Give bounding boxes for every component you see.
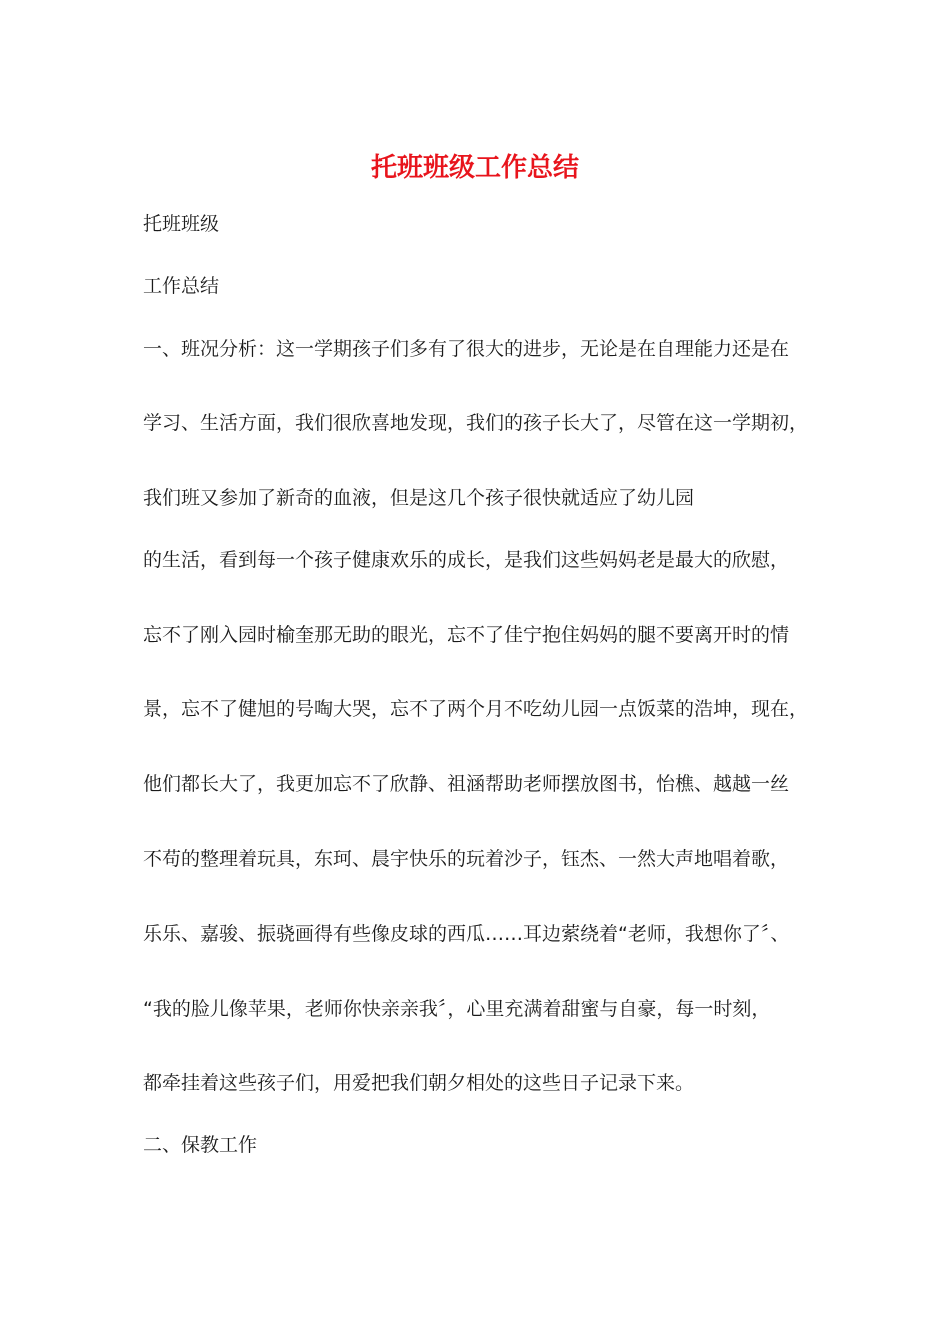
paragraph-line: 的生活，看到每一个孩子健康欢乐的成长，是我们这些妈妈老是最大的欣慰， [143, 549, 790, 571]
paragraph-line: 忘不了刚入园时榆奎那无助的眼光，忘不了佳宁抱住妈妈的腿不要离开时的情 [143, 624, 790, 646]
section-heading: 二、保教工作 [143, 1134, 258, 1156]
paragraph-line: 都牵挂着这些孩子们，用爱把我们朝夕相处的这些日子记录下来。 [143, 1072, 695, 1094]
paragraph-line: 不苟的整理着玩具，东珂、晨宇快乐的玩着沙子，钰杰、一然大声地唱着歌， [143, 848, 790, 870]
paragraph-line: “我的脸儿像苹果，老师你快亲亲我〞，心里充满着甜蜜与自豪，每一时刻， [143, 998, 771, 1020]
document-title: 托班班级工作总结 [370, 153, 579, 183]
paragraph-line: 他们都长大了，我更加忘不了欣静、祖涵帮助老师摆放图书，怡樵、越越一丝 [143, 773, 790, 795]
paragraph-line: 我们班又参加了新奇的血液，但是这几个孩子很快就适应了幼儿园 [143, 487, 695, 509]
paragraph-line: 学习、生活方面，我们很欣喜地发现，我们的孩子长大了，尽管在这一学期初， [143, 412, 809, 434]
paragraph-summary-label: 工作总结 [143, 275, 220, 297]
paragraph-line: 一、班况分析：这一学期孩子们多有了很大的进步，无论是在自理能力还是在 [143, 338, 790, 360]
paragraph-line: 景，忘不了健旭的号啕大哭，忘不了两个月不吃幼儿园一点饭菜的浩坤，现在， [143, 698, 809, 720]
paragraph-line: 乐乐、嘉骏、振骁画得有些像皮球的西瓜……耳边萦绕着“老师，我想你了〞、 [143, 923, 790, 945]
paragraph-class-name: 托班班级 [143, 213, 220, 235]
